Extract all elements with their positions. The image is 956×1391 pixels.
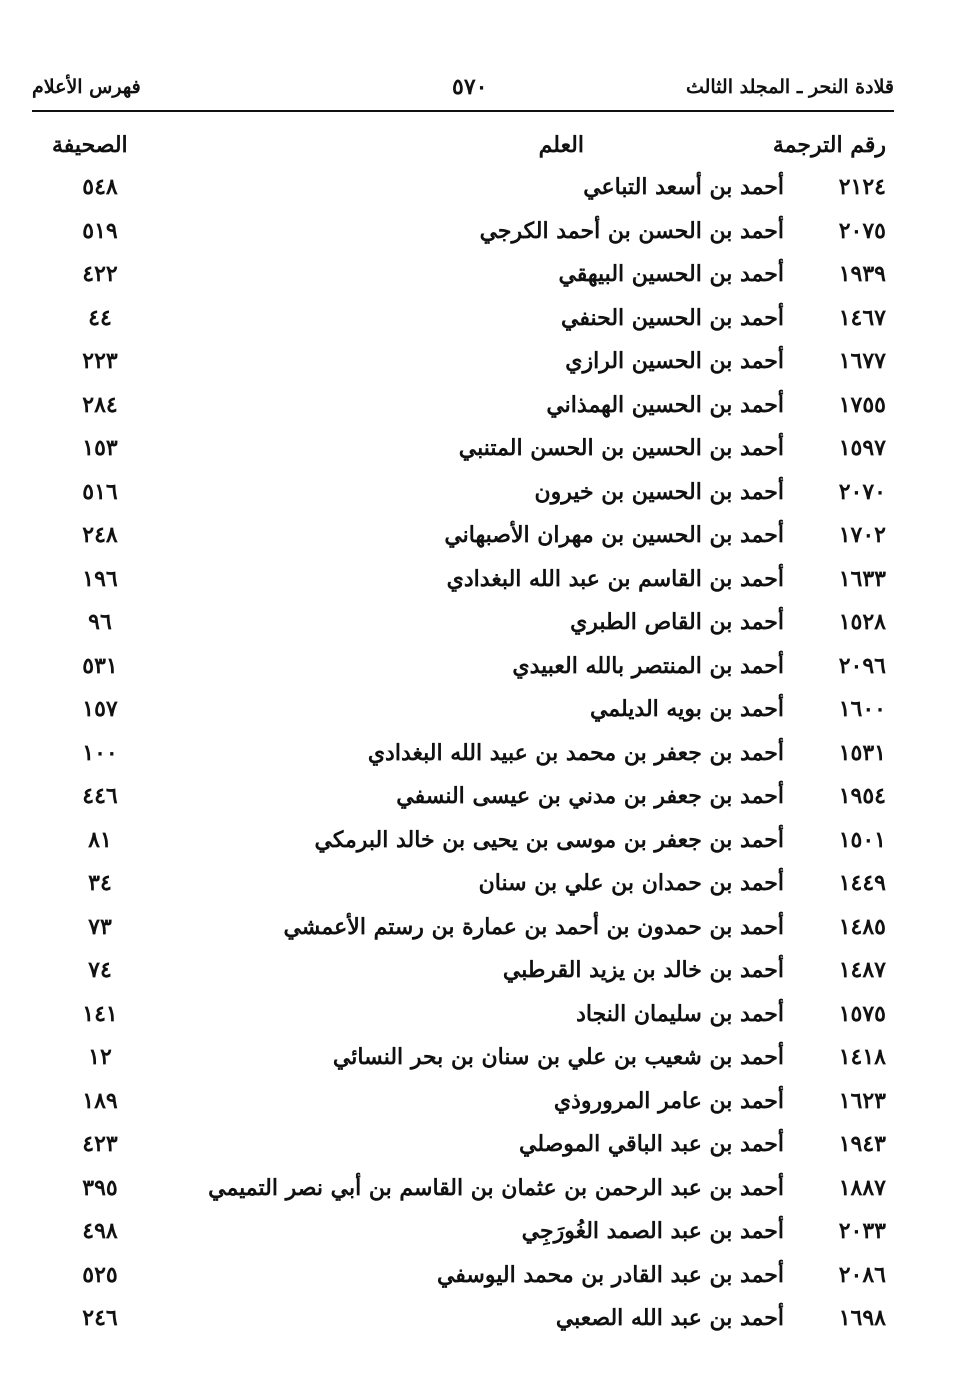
entry-number: ١٦٧٧ [838, 348, 886, 374]
index-entry [32, 1084, 894, 1128]
index-entry [32, 344, 894, 388]
index-entry [32, 1301, 894, 1345]
index-entry [32, 475, 894, 519]
entry-page: ٧٤ [88, 957, 112, 983]
index-entry [32, 1127, 894, 1171]
entry-name: أحمد بن عبد الباقي الموصلي [518, 1131, 784, 1157]
entry-number: ٢١٢٤ [838, 174, 886, 200]
entry-name: أحمد بن القاسم بن عبد الله البغدادي [446, 565, 784, 592]
entry-name: أحمد بن عامر المروروذي [553, 1087, 784, 1114]
entry-page: ٢٤٦ [82, 1305, 118, 1331]
entry-name: أحمد بن حمدون بن أحمد بن عمارة بن رستم الأعمشي [283, 913, 784, 940]
index-entries [32, 170, 894, 1345]
entry-name: أحمد بن الحسين بن خيرون [534, 478, 784, 505]
entry-page: ٢٤٨ [82, 522, 118, 548]
entry-number: ١٤٦٧ [838, 304, 886, 331]
entry-page: ٣٤ [88, 870, 112, 896]
entry-number: ٢٠٩٦ [838, 652, 886, 679]
index-entry [32, 736, 894, 780]
entry-number: ١٤٤٩ [838, 870, 886, 896]
entry-number: ١٩٥٤ [838, 783, 886, 809]
index-entry [32, 1171, 894, 1215]
index-entry [32, 605, 894, 649]
index-entry [32, 214, 894, 258]
index-entry [32, 692, 894, 736]
entry-page: ١٥٣ [82, 435, 118, 461]
entry-page: ٤٤ [88, 304, 112, 331]
entry-number: ١٨٨٧ [838, 1174, 886, 1201]
entry-name: أحمد بن القاص الطبري [570, 609, 784, 635]
entry-name: أحمد بن المنتصر بالله العبيدي [512, 652, 784, 679]
entry-number: ١٧٥٥ [838, 391, 886, 418]
index-entry [32, 910, 894, 954]
entry-page: ٥١٩ [82, 217, 118, 244]
entry-number: ١٥٣١ [838, 739, 886, 766]
entry-name: أحمد بن حمدان بن علي بن سنان [478, 870, 784, 896]
entry-page: ١٥٧ [82, 696, 118, 722]
entry-name: أحمد بن جعفر بن محمد بن عبيد الله البغدادي [367, 739, 784, 766]
column-header-number: رقم الترجمة [772, 132, 886, 158]
entry-page: ٨١ [88, 826, 112, 853]
entry-name: أحمد بن شعيب بن علي بن سنان بن بحر النسائي [332, 1044, 784, 1070]
index-entry [32, 388, 894, 432]
entry-name: أحمد بن جعفر بن مدني بن عيسى النسفي [396, 783, 784, 809]
entry-page: ٢٢٣ [82, 348, 118, 374]
entry-page: ٥٢٥ [82, 1261, 118, 1288]
column-header-name: العلم [538, 132, 584, 158]
entry-name: أحمد بن الحسين الحنفي [561, 304, 784, 331]
entry-page: ٥١٦ [82, 478, 118, 505]
entry-number: ١٥٠١ [838, 826, 886, 853]
entry-name: أحمد بن سليمان النجاد [576, 1000, 784, 1027]
index-entry [32, 562, 894, 606]
entry-number: ١٦٩٨ [838, 1305, 886, 1331]
entry-page: ١٠٠ [82, 739, 118, 766]
column-headers [32, 132, 894, 168]
entry-number: ٢٠٧٠ [838, 478, 886, 505]
entry-name: أحمد بن عبد الصمد الغُورَجِي [521, 1218, 784, 1244]
entry-number: ١٤٨٧ [838, 957, 886, 983]
entry-name: أحمد بن الحسين البيهقي [558, 261, 784, 287]
index-entry [32, 301, 894, 345]
index-entry [32, 518, 894, 562]
index-entry [32, 1040, 894, 1084]
entry-number: ١٩٣٩ [838, 261, 886, 287]
entry-page: ٢٨٤ [82, 391, 118, 418]
entry-name: أحمد بن الحسين الهمذاني [546, 391, 784, 418]
entry-number: ١٤١٨ [838, 1044, 886, 1070]
entry-page: ١٨٩ [82, 1087, 118, 1114]
index-entry [32, 431, 894, 475]
entry-name: أحمد بن جعفر بن موسى بن يحيى بن خالد البرمكي [314, 826, 784, 853]
entry-page: ٤٢٣ [82, 1131, 118, 1157]
entry-number: ١٦٠٠ [838, 696, 886, 722]
index-entry [32, 997, 894, 1041]
entry-name: أحمد بن عبد الله الصعبي [555, 1305, 784, 1331]
page-number: ٥٧٠ [452, 74, 488, 100]
entry-page: ٥٤٨ [82, 174, 118, 200]
entry-page: ٤٢٢ [82, 261, 118, 287]
index-entry [32, 779, 894, 823]
index-entry [32, 1258, 894, 1302]
entry-name: أحمد بن بويه الديلمي [589, 696, 784, 722]
entry-number: ١٧٠٢ [838, 522, 886, 548]
index-entry [32, 170, 894, 214]
entry-number: ٢٠٨٦ [838, 1261, 886, 1288]
entry-name: أحمد بن الحسن بن أحمد الكرجي [479, 217, 784, 244]
index-entry [32, 649, 894, 693]
entry-number: ١٦٢٣ [838, 1087, 886, 1114]
index-entry [32, 257, 894, 301]
entry-name: أحمد بن الحسين الرازي [565, 348, 784, 374]
entry-page: ١٤١ [82, 1000, 118, 1027]
book-title: قلادة النحر ـ المجلد الثالث [685, 76, 894, 98]
entry-page: ١٢ [88, 1044, 112, 1070]
entry-name: أحمد بن عبد الرحمن بن عثمان بن القاسم بن أبي نصر التميمي [208, 1174, 784, 1201]
section-title: فهرس الأعلام [32, 76, 141, 98]
entry-name: أحمد بن الحسين بن مهران الأصبهاني [444, 522, 784, 548]
entry-number: ١٥٧٥ [838, 1000, 886, 1027]
entry-page: ٣٩٥ [82, 1174, 118, 1201]
entry-number: ١٥٩٧ [838, 435, 886, 461]
entry-number: ٢٠٧٥ [838, 217, 886, 244]
entry-number: ٢٠٣٣ [838, 1218, 886, 1244]
index-entry [32, 1214, 894, 1258]
entry-page: ٩٦ [88, 609, 112, 635]
running-head [32, 74, 894, 112]
entry-page: ٧٣ [88, 913, 112, 940]
entry-page: ٤٤٦ [82, 783, 118, 809]
index-entry [32, 823, 894, 867]
entry-number: ١٤٨٥ [838, 913, 886, 940]
entry-name: أحمد بن أسعد التباعي [583, 174, 784, 200]
entry-name: أحمد بن الحسين بن الحسن المتنبي [458, 435, 784, 461]
entry-number: ١٦٣٣ [838, 565, 886, 592]
entry-page: ١٩٦ [82, 565, 118, 592]
entry-name: أحمد بن عبد القادر بن محمد اليوسفي [436, 1261, 784, 1288]
entry-number: ١٥٢٨ [838, 609, 886, 635]
column-header-page: الصحيفة [52, 132, 128, 158]
entry-page: ٤٩٨ [82, 1218, 118, 1244]
entry-page: ٥٣١ [82, 652, 118, 679]
index-entry [32, 866, 894, 910]
entry-number: ١٩٤٣ [838, 1131, 886, 1157]
entry-name: أحمد بن خالد بن يزيد القرطبي [502, 957, 784, 983]
index-entry [32, 953, 894, 997]
